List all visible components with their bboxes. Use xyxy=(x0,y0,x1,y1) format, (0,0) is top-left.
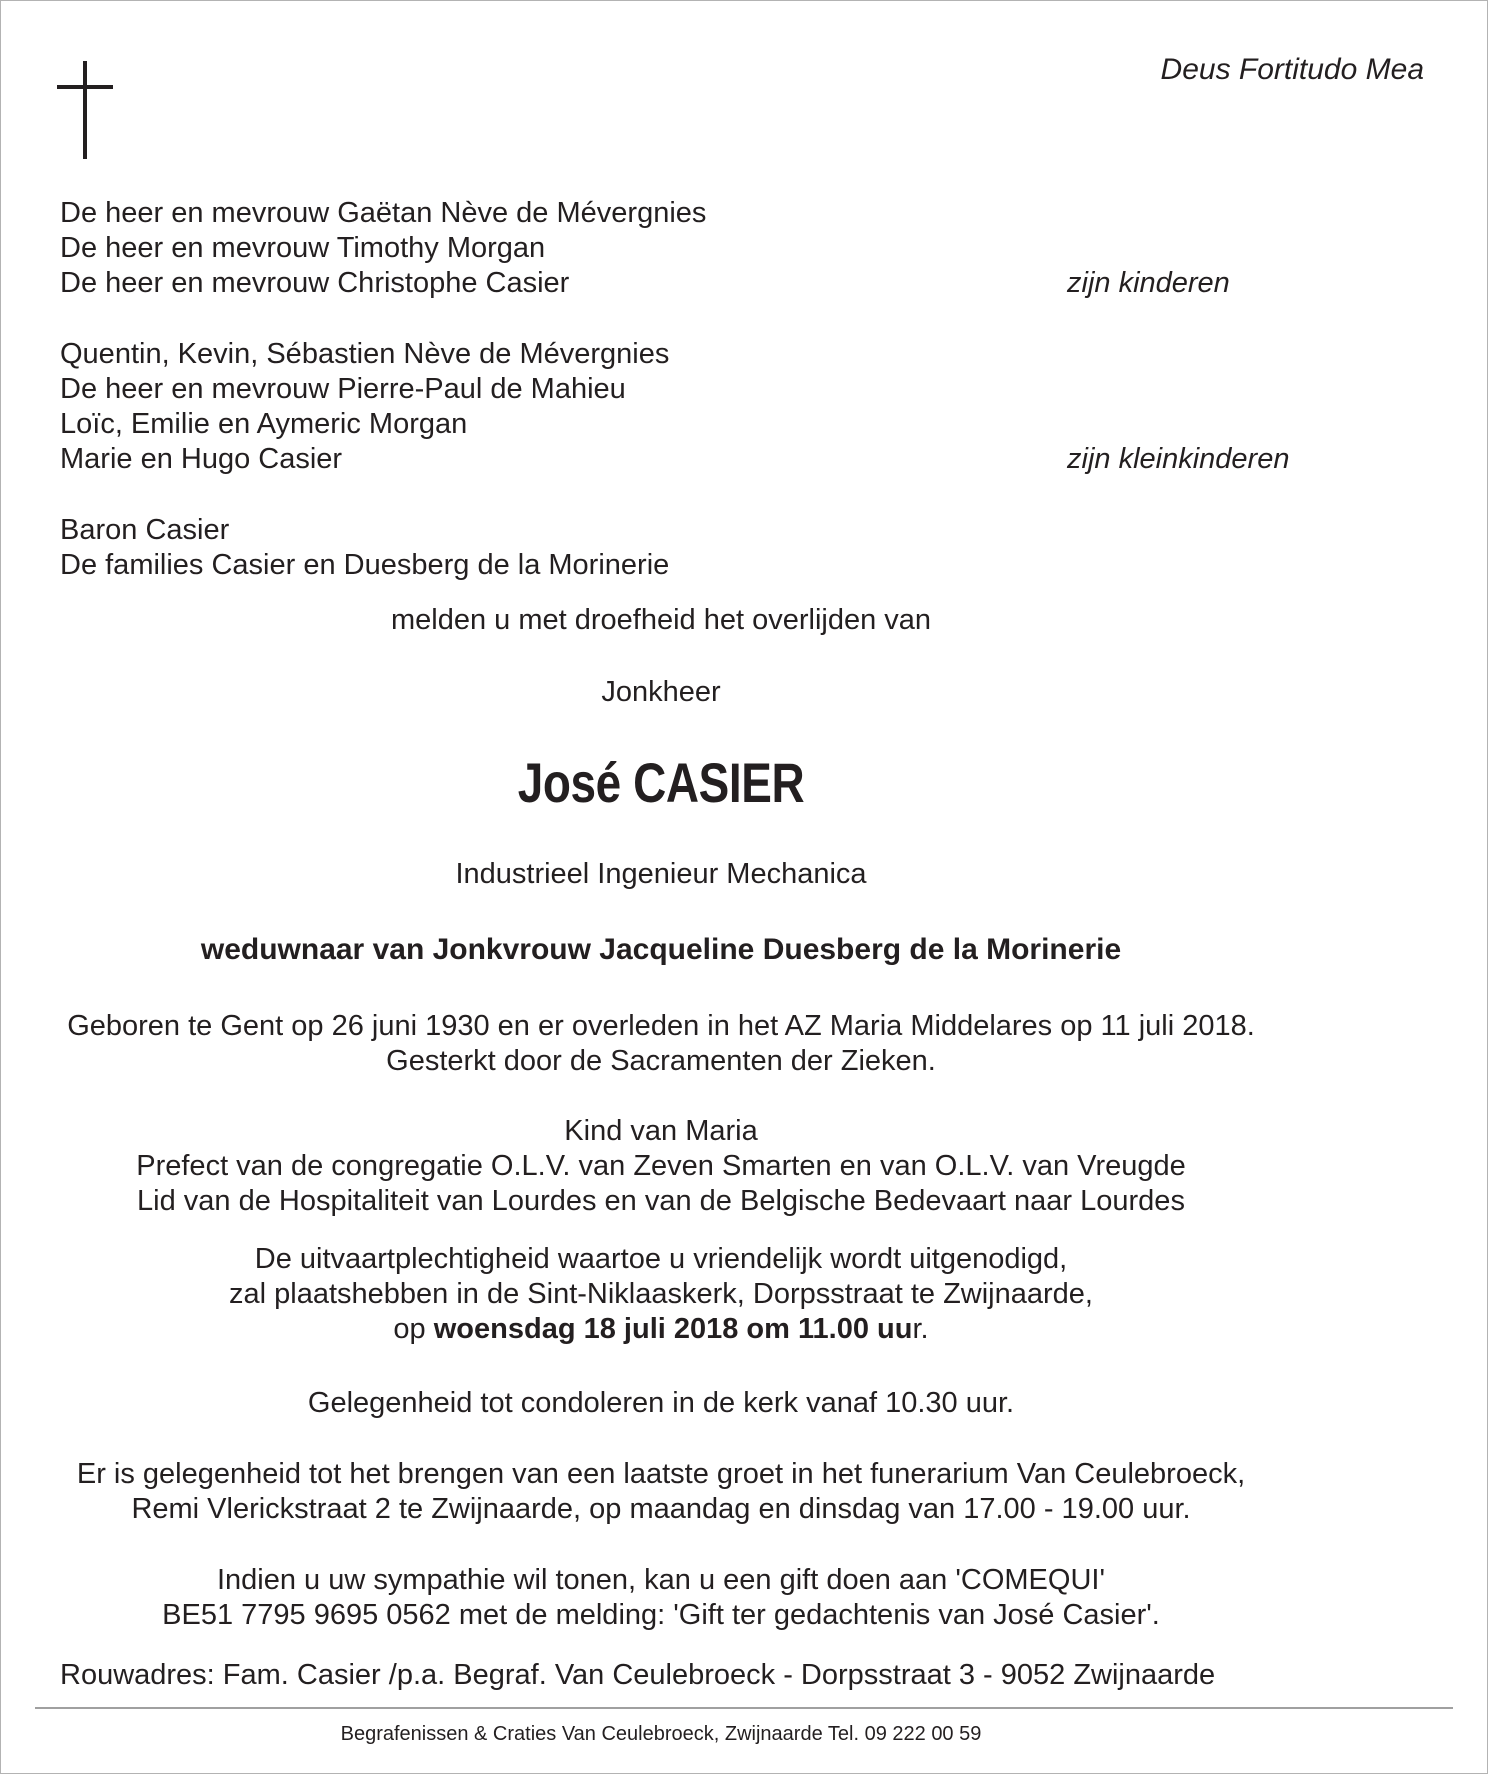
condolence: Gelegenheid tot condoleren in de kerk vanaf 10.30 uur. xyxy=(307,1387,1015,1419)
affiliation-line-3: Lid van de Hospitaliteit van Lourdes en van de Belgische Bedevaart naar Lourdes xyxy=(137,1185,1185,1217)
children-line-2: De heer en mevrouw Timothy Morgan xyxy=(60,232,546,264)
affiliation-line-2: Prefect van de congregatie O.L.V. van Zeven Smarten en van O.L.V. van Vreugde xyxy=(136,1150,1186,1182)
ceremony-line-3 xyxy=(0,1312,1405,1347)
motto: Deus Fortitudo Mea xyxy=(1160,53,1424,86)
birth-death-line-1: Geboren te Gent op 26 juni 1930 en er overleden in het AZ Maria Middelares op 11 juli 2018. xyxy=(67,1010,1255,1042)
affiliation-line-1: Kind van Maria xyxy=(564,1115,758,1147)
farewell-line-2: Remi Vlerickstraat 2 te Zwijnaarde, op maandag en dinsdag van 17.00 - 19.00 uur. xyxy=(131,1493,1191,1525)
footer-funeral-home: Begrafenissen & Craties Van Ceulebroeck, Zwijnaarde Tel. 09 222 00 59 xyxy=(340,1723,982,1745)
grandchildren-line-2: De heer en mevrouw Pierre-Paul de Mahieu xyxy=(60,373,626,405)
announcement: melden u met droefheid het overlijden van xyxy=(390,604,932,636)
family-line-1: Baron Casier xyxy=(60,514,230,546)
donation-line-2: BE51 7795 9695 0562 met de melding: 'Gift ter gedachtenis van José Casier'. xyxy=(162,1599,1160,1631)
children-line-1: De heer en mevrouw Gaëtan Nève de Mévergnies xyxy=(60,197,707,229)
grandchildren-role: zijn kleinkinderen xyxy=(1067,443,1290,475)
children-line-3: De heer en mevrouw Christophe Casier xyxy=(60,267,570,299)
family-line-2: De families Casier en Duesberg de la Morinerie xyxy=(60,549,670,581)
footer-divider xyxy=(35,1707,1453,1709)
ceremony-line-1: De uitvaartplechtigheid waartoe u vriendelijk wordt uitgenodigd, xyxy=(254,1243,1068,1275)
grandchildren-line-4: Marie en Hugo Casier xyxy=(60,443,343,475)
deceased-title: Jonkheer xyxy=(601,676,721,708)
children-role: zijn kinderen xyxy=(1067,267,1230,299)
farewell-line-1: Er is gelegenheid tot het brengen van een laatste groet in het funerarium Van Ceulebroeck, xyxy=(76,1458,1246,1490)
mourning-address: Rouwadres: Fam. Casier /p.a. Begraf. Van Ceulebroeck - Dorpsstraat 3 - 9052 Zwijnaarde xyxy=(60,1659,1216,1691)
ceremony-prefix: op xyxy=(393,1313,434,1345)
ceremony-suffix: r. xyxy=(912,1313,929,1345)
deceased-profession: Industrieel Ingenieur Mechanica xyxy=(455,858,867,890)
deceased-name: José CASIER xyxy=(517,751,805,814)
donation-line-1: Indien u uw sympathie wil tonen, kan u een gift doen aan 'COMEQUI' xyxy=(216,1564,1105,1596)
grandchildren-line-3: Loïc, Emilie en Aymeric Morgan xyxy=(60,408,468,440)
widower-of: weduwnaar van Jonkvrouw Jacqueline Duesberg de la Morinerie xyxy=(200,933,1122,966)
ceremony-datetime: woensdag 18 juli 2018 om 11.00 uu xyxy=(433,1313,913,1345)
grandchildren-line-1: Quentin, Kevin, Sébastien Nève de Mévergnies xyxy=(60,338,670,370)
birth-death-line-2: Gesterkt door de Sacramenten der Zieken. xyxy=(386,1045,936,1077)
latin-cross-icon xyxy=(57,61,113,159)
ceremony-line-2: zal plaatshebben in de Sint-Niklaaskerk, Dorpsstraat te Zwijnaarde, xyxy=(229,1278,1093,1310)
